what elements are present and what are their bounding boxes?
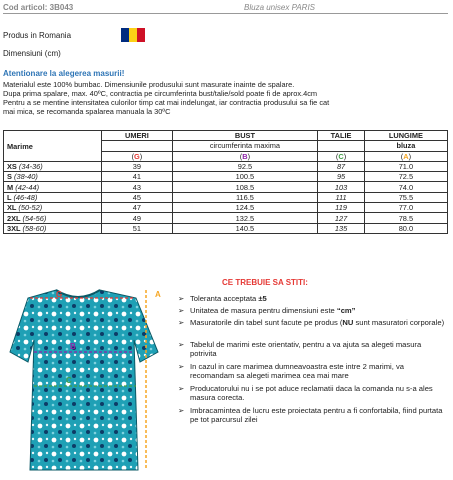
table-row: 3XL (58-60) 51 140.5 135 80.0 [4, 223, 448, 233]
header-talie: TALIE [318, 131, 364, 141]
table-row: M (42-44) 43 108.5 103 74.0 [4, 182, 448, 192]
header-marime: Marime [4, 131, 102, 162]
header-divider [3, 13, 448, 14]
letter-g: (G) [102, 151, 172, 161]
warning-text: Materialul este 100% bumbac. Dimensiunile produsului sunt masurate inainte de spalare. Dupa prima spalare, max. 40ºC, contractia pe circumferinta bust/talie/sold poate fi de aprox.4cm Pentru a se mentine intensitatea culorilor timp cat mai indelungat, iar contractia produsului sa fie cat mai mica, se recomanda spalarea manuala la 30ºC [3, 80, 330, 116]
letter-c: (C) [318, 151, 364, 161]
list-item: ➢ Masuratorile din tabel sunt facute pe produs (NU sunt masuratori corporale) [178, 318, 445, 327]
letter-a: (A) [364, 151, 447, 161]
header-umeri: UMERI [102, 131, 172, 141]
article-code: Cod articol: 3B043 [3, 3, 74, 12]
tunic-illustration [8, 282, 172, 477]
warning-title: Atentionare la alegerea masurii! [3, 69, 125, 78]
header-lungime-sub: bluza [364, 141, 447, 151]
table-row: 2XL (54-56) 49 132.5 127 78.5 [4, 213, 448, 223]
list-item: ➢ Imbracamintea de lucru este proiectata pentru a fi confortabila, fiind purtata pe tot parcursul zilei [178, 406, 443, 425]
list-item: ➢ Producatorului nu i se pot aduce reclamatii daca la comanda nu s-a ales masura corecta. [178, 384, 433, 403]
tips-title: CE TREBUIE SA STITI: [222, 278, 308, 287]
list-item: ➢ Tabelul de marimi este orientativ, pentru a va ajuta sa alegeti masura potrivita [178, 340, 422, 359]
list-item: ➢ In cazul in care marimea dumneavoastra este intre 2 marimi, va recomandam sa alegeti marimea cea mai mare [178, 362, 404, 381]
list-item: ➢ Unitatea de masura pentru dimensiuni este “cm” [178, 306, 356, 315]
label-b: B [70, 342, 76, 351]
table-row: S (38-40) 41 100.5 95 72.5 [4, 172, 448, 182]
size-table [3, 130, 448, 234]
letter-b: (B) [172, 151, 318, 161]
romania-flag-icon [121, 28, 145, 42]
table-row: XS (34-36) 39 92.5 87 71.0 [4, 161, 448, 171]
header-bust-sub: circumferinta maxima [172, 141, 318, 151]
origin-text: Produs in Romania [3, 31, 72, 40]
dimensions-label: Dimensiuni (cm) [3, 49, 61, 58]
label-g: G [56, 290, 63, 299]
product-name: Bluza unisex PARIS [244, 3, 315, 12]
list-item: ➢ Toleranta acceptata ±5 [178, 294, 267, 303]
table-row: L (46-48) 45 116.5 111 75.5 [4, 192, 448, 202]
tunic-shape [10, 290, 158, 470]
header-bust: BUST [172, 131, 318, 141]
label-c: C [66, 376, 72, 385]
header-lungime: LUNGIME [364, 131, 447, 141]
table-header-row [4, 131, 448, 141]
label-a: A [155, 290, 161, 299]
table-row: XL (50-52) 47 124.5 119 77.0 [4, 203, 448, 213]
